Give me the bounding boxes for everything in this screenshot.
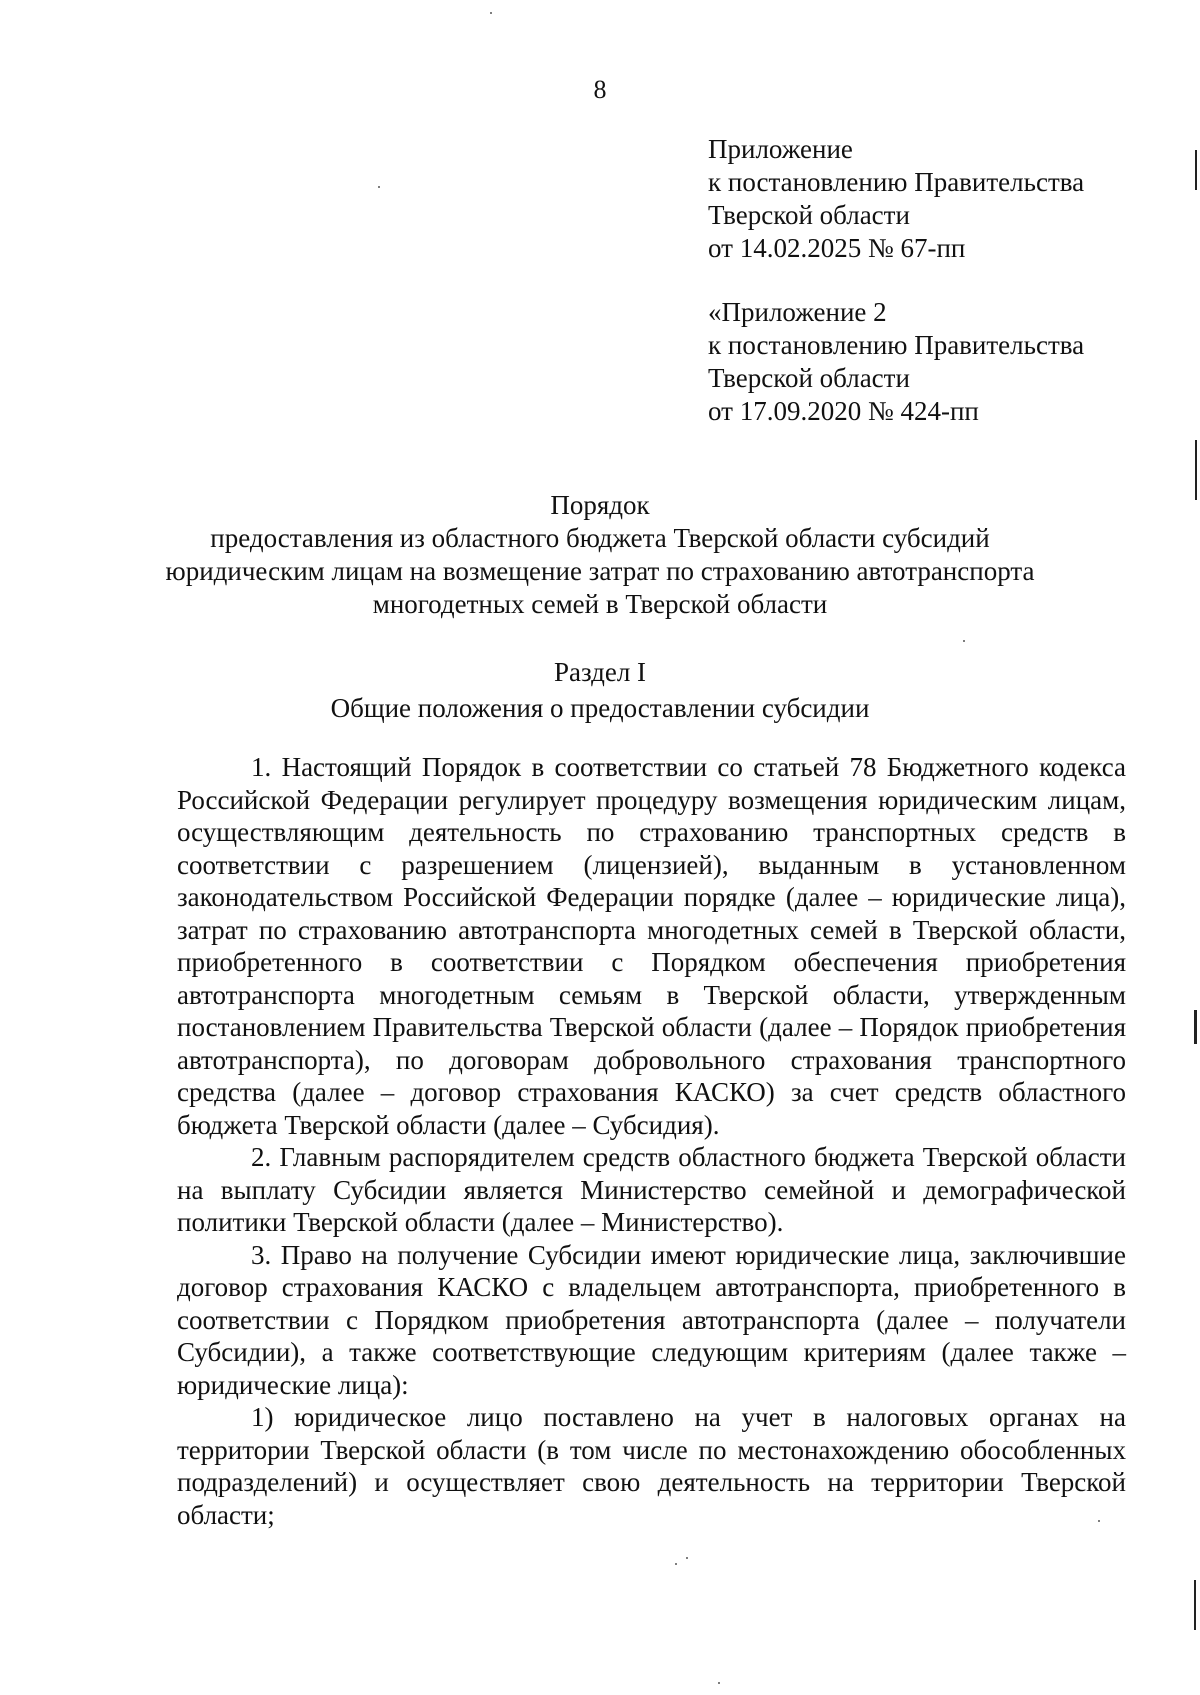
- scan-speck: [675, 1563, 677, 1565]
- scan-speck: [686, 1557, 688, 1559]
- annex-current-line: к постановлению Правительства: [708, 167, 1085, 197]
- scan-speck: [378, 186, 380, 188]
- scan-speck: [963, 640, 965, 642]
- annex-original-line: «Приложение 2: [708, 297, 887, 327]
- title-line: предоставления из областного бюджета Тверской области субсидий: [210, 523, 990, 553]
- annex-current-date: от 14.02.2025 № 67-пп: [708, 233, 966, 263]
- scan-edge-mark: [1194, 1010, 1197, 1044]
- title-line: юридическим лицам на возмещение затрат по страхованию автотранспорта: [165, 556, 1035, 586]
- scan-edge-mark: [1195, 440, 1197, 500]
- paragraph: 1. Настоящий Порядок в соответствии со статьей 78 Бюджетного кодекса Российской Федерации регулирует процедуру возмещения юридическим лицам, осуществляющим деятельность по страхованию транспортных средств в соответствии с разрешением (лицензией), выданным в установленном законодательством Российской Федерации порядке (далее – юридические лица), затрат по страхованию автотранспорта многодетных семей в Тверской области, приобретенного в соответствии с Порядком обеспечения приобретения автотранспорта многодетным семьям в Тверской области, утвержденным постановлением Правительства Тверской области (далее – Порядок приобретения автотранспорта), по договорам добровольного страхования транспортного средства (далее – договор страхования КАСКО) за счет средств областного бюджета Тверской области (далее – Субсидия).: [177, 752, 1126, 1140]
- scan-speck: [490, 12, 492, 14]
- paragraph: 1) юридическое лицо поставлено на учет в налоговых органах на территории Тверской области (в том числе по местонахождению обособленных подразделений) и осуществляет свою деятельность на территории Тверской области;: [177, 1402, 1126, 1530]
- body-text: [177, 751, 1126, 1531]
- annex-current-line: Приложение: [708, 134, 853, 164]
- annex-original-line: к постановлению Правительства: [708, 330, 1085, 360]
- section-name: Общие положения о предоставлении субсидии: [330, 693, 870, 723]
- annex-original-line: Тверской области: [708, 363, 910, 393]
- title-line: многодетных семей в Тверской области: [372, 589, 828, 619]
- paragraph: 2. Главным распорядителем средств областного бюджета Тверской области на выплату Субсидии является Министерство семейной и демографической политики Тверской области (далее – Министерство).: [177, 1142, 1126, 1237]
- scan-speck: [1098, 1520, 1100, 1522]
- annex-current-block: [708, 133, 1084, 265]
- paragraph: 3. Право на получение Субсидии имеют юридические лица, заключившие договор страхования КАСКО с владельцем автотранспорта, приобретенного в соответствии с Порядком приобретения автотранспорта (далее – получатели Субсидии), а также соответствующие следующим критериям (далее также – юридические лица):: [177, 1239, 1126, 1400]
- document-title: [0, 489, 1200, 621]
- page-number: 8: [593, 75, 607, 104]
- annex-original-date: от 17.09.2020 № 424-пп: [708, 396, 979, 426]
- annex-original-block: [708, 296, 1084, 428]
- scan-speck: [718, 1682, 720, 1684]
- scan-edge-mark: [1195, 150, 1197, 190]
- section-number: Раздел I: [553, 657, 647, 687]
- section-heading: [0, 654, 1200, 726]
- title-heading: Порядок: [550, 490, 650, 520]
- annex-current-line: Тверской области: [708, 200, 910, 230]
- scan-edge-mark: [1194, 1580, 1196, 1630]
